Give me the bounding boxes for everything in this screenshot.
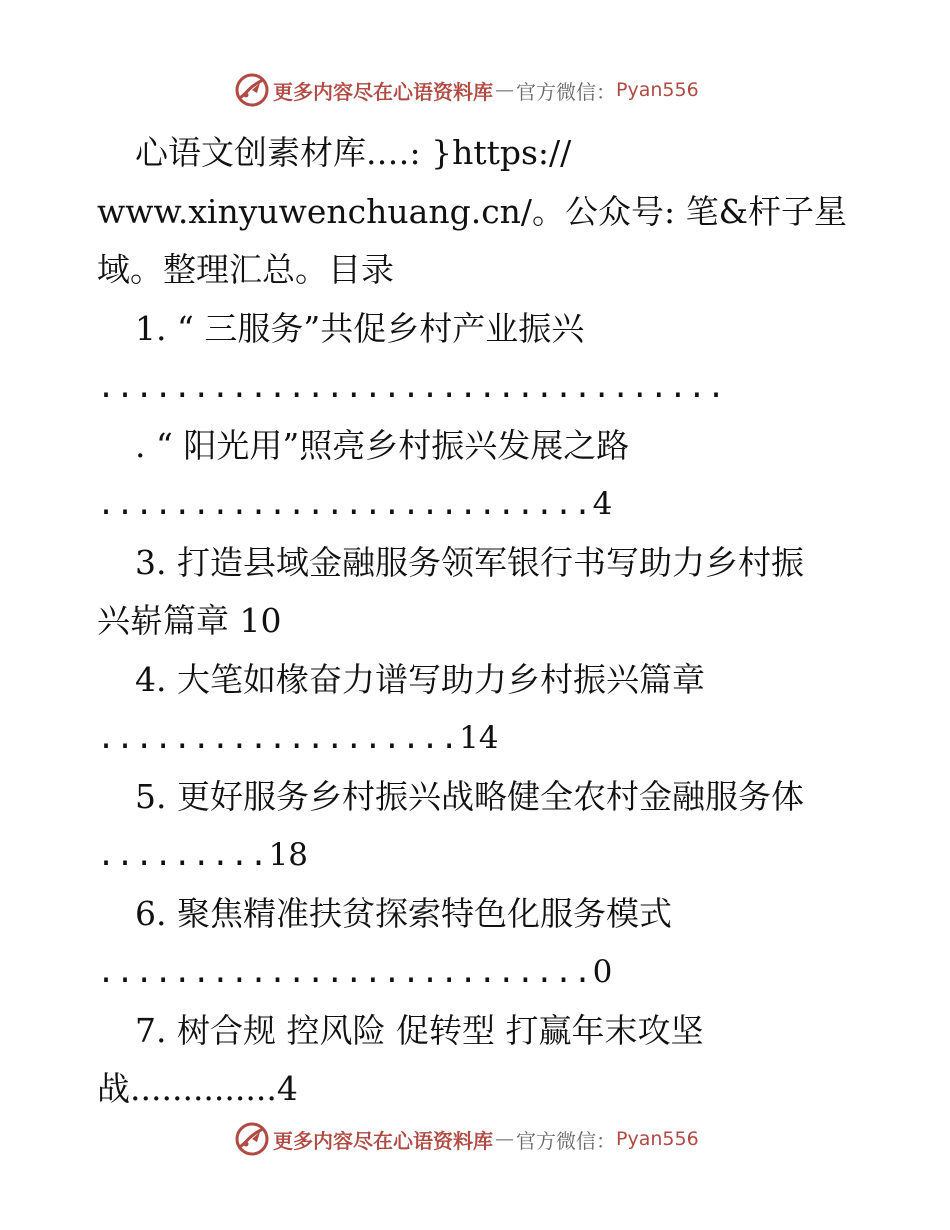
document-body — [97, 124, 857, 1119]
toc-entry-leader — [97, 358, 857, 417]
banner-wechat-id: Pyan556 — [616, 1128, 699, 1150]
toc-entry-title-continued: 战..............4 — [97, 1069, 298, 1108]
toc-entry-title: 4. 大笔如椽奋力谱写助力乡村振兴篇章 — [135, 659, 705, 699]
banner-wechat-label: 官方微信： — [516, 79, 616, 104]
banner-dash: — — [495, 1128, 514, 1150]
toc-entry-title: 3. 打造县域金融服务领军银行书写助力乡村振 — [135, 542, 804, 582]
toc-dots: ................... — [97, 721, 460, 756]
banner-wechat-id: Pyan556 — [616, 79, 699, 101]
banner-dash: — — [495, 79, 514, 101]
toc-entry-title: 1. “ 三服务”共促乡村产业振兴 — [135, 308, 585, 348]
toc-entry-leader — [97, 475, 857, 534]
toc-dots: ......... — [97, 838, 269, 873]
toc-page-number: 0 — [592, 954, 613, 990]
intro-line: 心语文创素材库.…: }https:// — [135, 133, 572, 172]
toc-entry-title: 5. 更好服务乡村振兴战略健全农村金融服务体 — [135, 776, 804, 816]
header-watermark-banner — [235, 73, 699, 107]
toc-entry-title: 6. 聚焦精准扶贫探索特色化服务模式 — [135, 893, 672, 933]
toc-entry-title: . “ 阳光用”照亮乡村振兴发展之路 — [135, 425, 630, 465]
toc-dots: .......................... — [97, 955, 593, 990]
toc-page-number: 4 — [592, 486, 613, 522]
toc-entry-leader — [97, 943, 857, 1002]
intro-line: www.xinyuwenchuang.cn/。公众号: 笔&杆子星 — [97, 191, 848, 231]
toc-page-number: 14 — [459, 720, 499, 756]
toc-entry-leader — [97, 826, 857, 885]
footer-watermark-banner — [235, 1122, 699, 1156]
banner-wechat-label: 官方微信： — [516, 1128, 616, 1153]
intro-line: 域。整理汇总。目录 — [97, 250, 394, 289]
banner-text: 更多内容尽在心语资料库 — [273, 79, 493, 104]
toc-dots: ................................. — [97, 370, 727, 405]
logo-icon — [235, 73, 269, 107]
toc-entry-title: 7. 树合规 控风险 促转型 打赢年末攻坚 — [135, 1010, 704, 1050]
toc-entry-title-continued: 兴崭篇章 10 — [97, 601, 282, 640]
toc-entry-leader — [97, 709, 857, 768]
banner-text: 更多内容尽在心语资料库 — [273, 1128, 493, 1153]
toc-dots: .......................... — [97, 487, 593, 522]
logo-icon — [235, 1122, 269, 1156]
toc-page-number: 18 — [268, 837, 309, 873]
